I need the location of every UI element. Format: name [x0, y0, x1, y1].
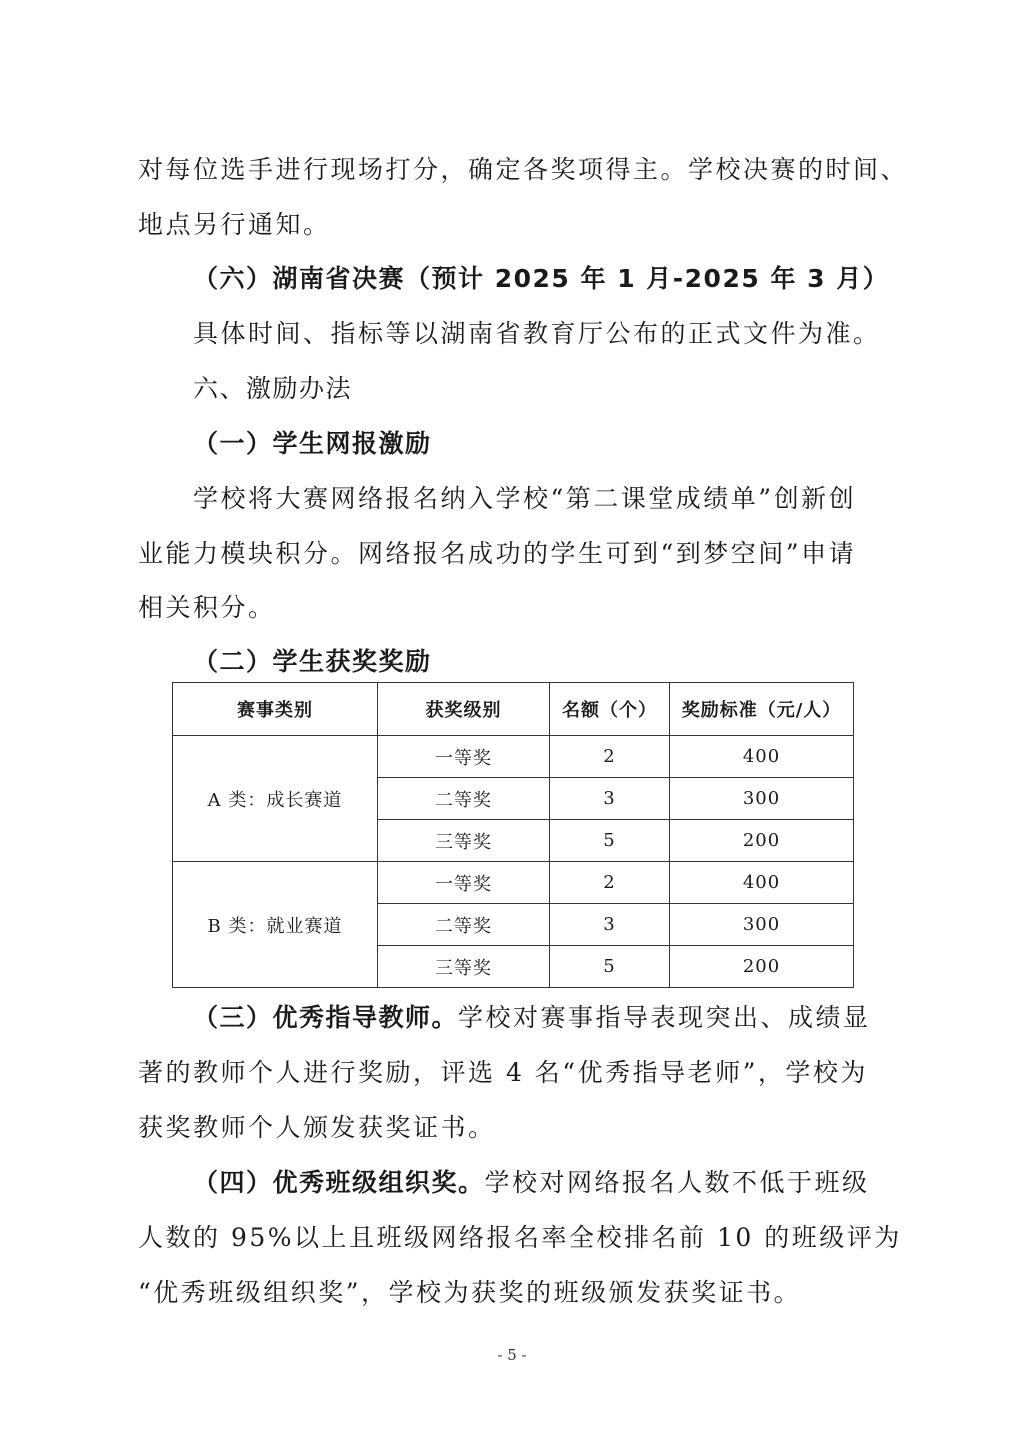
reward-cell: 300 [670, 778, 854, 820]
paragraph-line: 学校将大赛网络报名纳入学校“第二课堂成绩单”创新创 [193, 484, 857, 513]
header-count: 名额（个） [550, 683, 670, 736]
level-cell: 三等奖 [378, 820, 550, 862]
paragraph-line: 相关积分。 [138, 593, 276, 622]
table-header-row [173, 683, 854, 736]
count-cell: 5 [550, 946, 670, 988]
count-cell: 3 [550, 904, 670, 946]
paragraph-line [193, 998, 943, 1034]
section-heading-3: （三）优秀指导教师。 [193, 1003, 459, 1032]
count-cell: 3 [550, 778, 670, 820]
paragraph-text: 学校对网络报名人数不低于班级 [484, 1168, 870, 1197]
header-level: 获奖级别 [378, 683, 550, 736]
page-number: - 5 - [497, 1346, 527, 1364]
table-row [173, 862, 854, 904]
level-cell: 二等奖 [378, 904, 550, 946]
reward-cell: 400 [670, 736, 854, 778]
category-cell: B 类：就业赛道 [173, 862, 378, 988]
header-category: 赛事类别 [173, 683, 378, 736]
paragraph-line: 业能力模块积分。网络报名成功的学生可到“到梦空间”申请 [138, 539, 857, 568]
paragraph-line: 获奖教师个人颁发获奖证书。 [138, 1113, 496, 1142]
level-cell: 一等奖 [378, 862, 550, 904]
paragraph-line [193, 1163, 943, 1199]
reward-cell: 200 [670, 946, 854, 988]
count-cell: 2 [550, 736, 670, 778]
paragraph-line: 对每位选手进行现场打分，确定各奖项得主。学校决赛的时间、 [138, 155, 909, 184]
table-row [173, 736, 854, 778]
paragraph-line: 地点另行通知。 [138, 210, 331, 239]
reward-cell: 300 [670, 904, 854, 946]
chapter-heading: 六、激励办法 [193, 374, 353, 403]
reward-cell: 400 [670, 862, 854, 904]
level-cell: 一等奖 [378, 736, 550, 778]
section-heading-1: （一）学生网报激励 [193, 429, 432, 458]
paragraph-line: 具体时间、指标等以湖南省教育厅公布的正式文件为准。 [193, 319, 881, 348]
level-cell: 二等奖 [378, 778, 550, 820]
paragraph-line: “优秀班级组织奖”，学校为获奖的班级颁发获奖证书。 [138, 1278, 802, 1307]
awards-table [172, 682, 854, 988]
count-cell: 5 [550, 820, 670, 862]
paragraph-line: 人数的 95%以上且班级网络报名率全校排名前 10 的班级评为 [138, 1223, 902, 1252]
count-cell: 2 [550, 862, 670, 904]
reward-cell: 200 [670, 820, 854, 862]
level-cell: 三等奖 [378, 946, 550, 988]
section-heading-2: （二）学生获奖奖励 [193, 647, 432, 676]
section-heading-4: （四）优秀班级组织奖。 [193, 1168, 485, 1197]
section-heading-6: （六）湖南省决赛（预计 2025 年 1 月-2025 年 3 月） [193, 264, 890, 293]
paragraph-text: 学校对赛事指导表现突出、成绩显 [458, 1003, 871, 1032]
category-cell: A 类：成长赛道 [173, 736, 378, 862]
header-reward: 奖励标准（元/人） [670, 683, 854, 736]
paragraph-line: 著的教师个人进行奖励，评选 4 名“优秀指导老师”，学校为 [138, 1058, 868, 1087]
